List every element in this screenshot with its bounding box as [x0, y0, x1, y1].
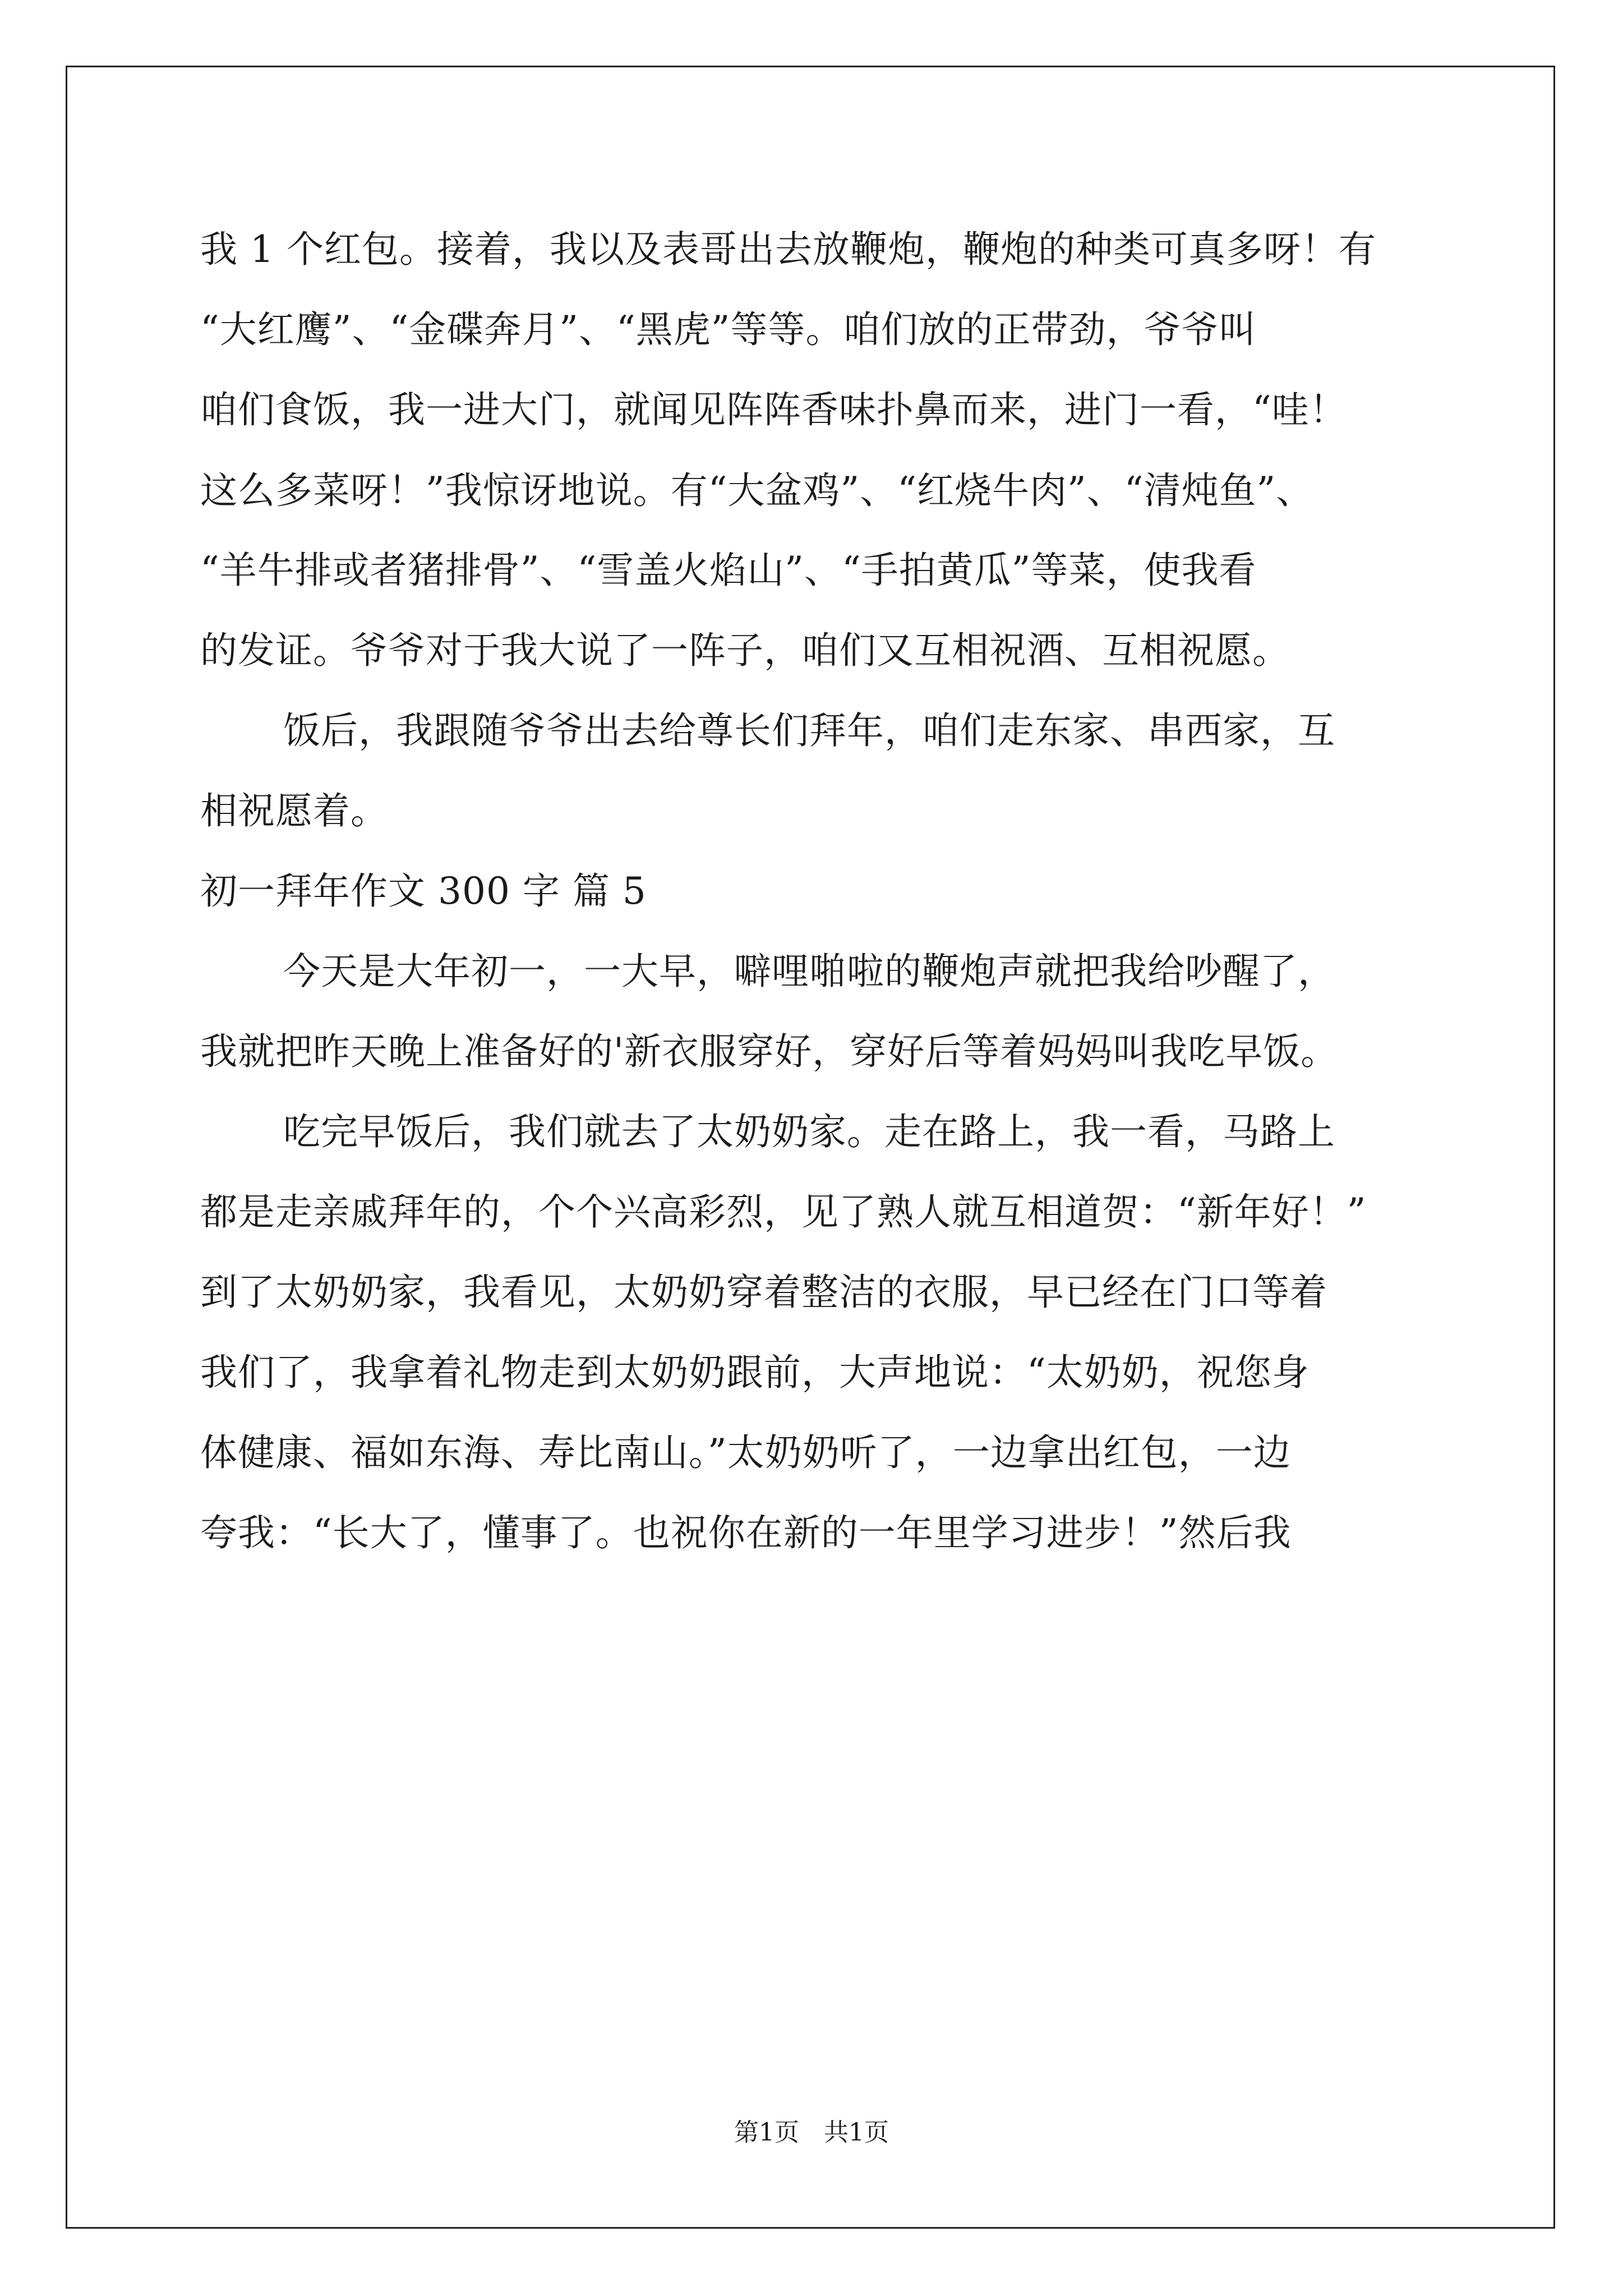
text-line: “羊牛排或者猪排骨”、“雪盖火焰山”、“手拍黄瓜”等菜，使我看 [200, 549, 1257, 592]
paragraph-start-line: 饭后，我跟随爷爷出去给尊长们拜年，咱们走东家、串西家，互 [283, 709, 1335, 752]
text-line: 这么多菜呀！”我惊讶地说。有“大盆鸡”、“红烧牛肉”、“清炖鱼”、 [200, 469, 1314, 512]
text-line: 我 1 个红包。接着，我以及表哥出去放鞭炮，鞭炮的种类可真多呀！有 [200, 228, 1376, 271]
text-line: “大红鹰”、“金碟奔月”、“黑虎”等等。咱们放的正带劲，爷爷叫 [200, 308, 1257, 351]
text-line: 的发证。爷爷对于我大说了一阵子，咱们又互相祝酒、互相祝愿。 [200, 629, 1290, 672]
text-line: 夸我：“长大了，懂事了。也祝你在新的一年里学习进步！”然后我 [200, 1511, 1292, 1554]
text-line: 体健康、福如东海、寿比南山。”太奶奶听了，一边拿出红包，一边 [200, 1431, 1291, 1474]
page-number-footer: 第1页 共1页 [734, 2118, 889, 2147]
paragraph-start-line: 吃完早饭后，我们就去了太奶奶家。走在路上，我一看，马路上 [283, 1110, 1335, 1153]
paragraph-start-line: 今天是大年初一，一大早，噼哩啪啦的鞭炮声就把我给吵醒了， [283, 950, 1335, 993]
text-line: 咱们食饭，我一进大门，就闻见阵阵香味扑鼻而来，进门一看，“哇！ [200, 388, 1347, 431]
text-line: 相祝愿着。 [200, 789, 388, 832]
text-line: 到了太奶奶家，我看见，太奶奶穿着整洁的衣服，早已经在门口等着 [200, 1271, 1327, 1314]
text-line: 我们了，我拿着礼物走到太奶奶跟前，大声地说：“太奶奶，祝您身 [200, 1351, 1310, 1394]
text-line: 我就把昨天晚上准备好的'新衣服穿好，穿好后等着妈妈叫我吃早饭。 [200, 1030, 1339, 1073]
text-line: 都是走亲戚拜年的，个个兴高彩烈，见了熟人就互相道贺：“新年好！” [200, 1190, 1367, 1234]
section-heading: 初一拜年作文 300 字 篇 5 [200, 869, 647, 913]
